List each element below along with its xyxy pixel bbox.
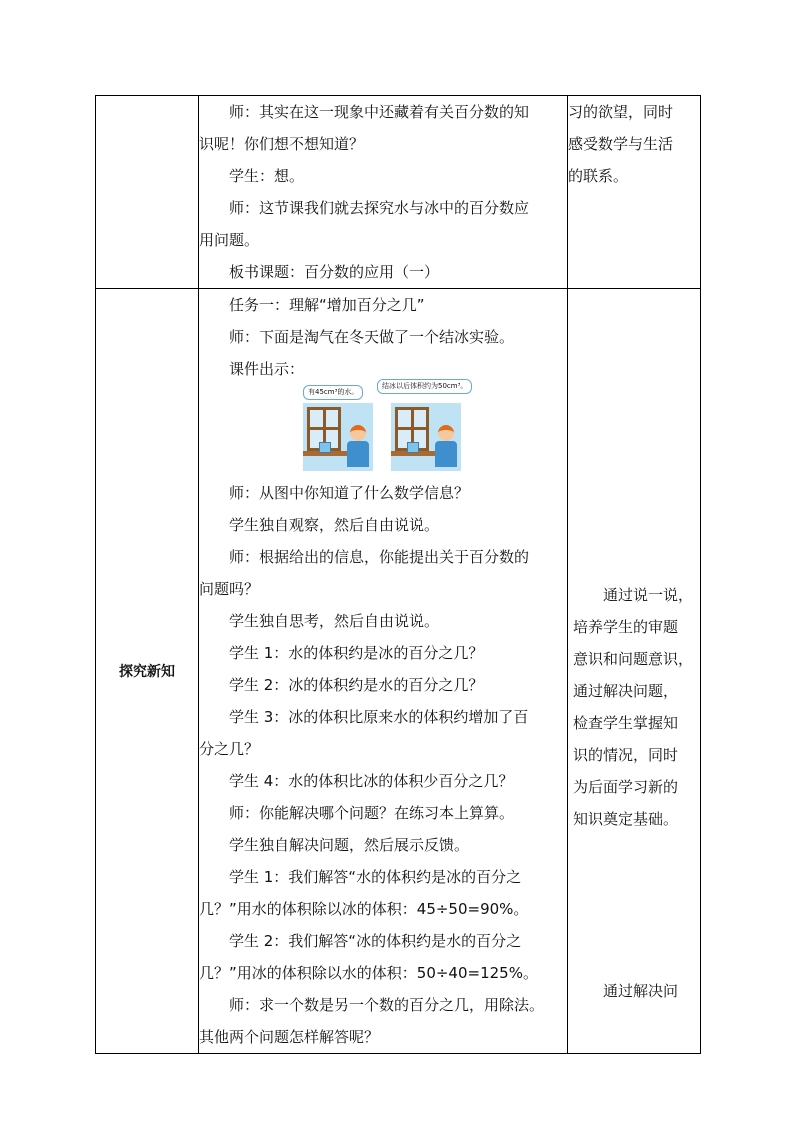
text-line: 师：从图中你知道了什么数学信息？ [229, 484, 470, 502]
text-line: 通过解决问题， [573, 682, 679, 700]
text-line: 师：下面是淘气在冬天做了一个结冰实验。 [229, 328, 515, 346]
text-line: 的联系。 [568, 167, 629, 185]
table-row [96, 96, 701, 289]
text-line: 知识奠定基础。 [573, 810, 679, 828]
lesson-plan-table [95, 95, 701, 1054]
text-line: 几？”用冰的体积除以水的体积：50÷40=125%。 [199, 964, 538, 982]
text-line: 学生 4：水的体积比冰的体积少百分之几？ [229, 772, 514, 790]
text-line: 学生 2：冰的体积约是水的百分之几？ [229, 676, 484, 694]
text-line: 识呢！你们想不想知道？ [199, 135, 365, 153]
text-line: 意识和问题意识， [573, 650, 694, 668]
text-line: 学生独自观察，然后自由说说。 [229, 516, 440, 534]
child-icon [438, 425, 454, 441]
text-line: 为后面学习新的 [573, 778, 679, 796]
text-line: 识的情况，同时 [573, 746, 679, 764]
text-line: 师：其实在这一现象中还藏着有关百分数的知 [229, 103, 530, 121]
process-cell [199, 96, 568, 289]
speech-bubble: 结冰以后体积约为50cm³。 [377, 379, 472, 394]
text-line: 师：这节课我们就去探究水与冰中的百分数应 [229, 199, 530, 217]
ice-cup-icon [407, 442, 419, 453]
text-line: 学生 1：水的体积约是冰的百分之几？ [229, 644, 484, 662]
text-line: 任务一：理解“增加百分之几” [229, 296, 425, 314]
text-line: 几？”用水的体积除以冰的体积：45÷50=90%。 [199, 900, 529, 918]
text-line: 学生独自解决问题，然后展示反馈。 [229, 836, 470, 854]
courseware-illustration [303, 382, 567, 471]
text-line: 学生 1：我们解答“水的体积约是冰的百分之 [229, 868, 522, 886]
table-row [96, 289, 701, 1054]
text-line: 通过解决问 [603, 982, 679, 1000]
text-line: 其他两个问题怎样解答呢？ [199, 1028, 380, 1046]
text-line: 问题吗？ [199, 580, 260, 598]
text-line: 培养学生的审题 [573, 618, 679, 636]
text-line: 板书课题：百分数的应用（一） [229, 263, 440, 281]
text-line: 检查学生掌握知 [573, 714, 679, 732]
stage-cell-empty [96, 96, 199, 289]
illustration-panel-water [303, 388, 373, 471]
text-line: 学生 2：我们解答“冰的体积约是水的百分之 [229, 932, 522, 950]
text-line: 通过说一说， [603, 586, 694, 604]
stage-label: 探究新知 [96, 289, 199, 1054]
intent-cell [568, 289, 701, 1054]
child-icon [350, 425, 366, 441]
text-line: 师：求一个数是另一个数的百分之几，用除法。 [229, 996, 545, 1014]
text-line: 习的欲望，同时 [568, 103, 674, 121]
text-line: 课件出示： [229, 360, 305, 378]
text-line: 学生：想。 [229, 167, 305, 185]
text-line: 师：你能解决哪个问题？在练习本上算算。 [229, 804, 515, 822]
text-line: 师：根据给出的信息，你能提出关于百分数的 [229, 548, 530, 566]
text-line: 学生独自思考，然后自由说说。 [229, 612, 440, 630]
text-line: 学生 3：冰的体积比原来水的体积约增加了百 [229, 708, 529, 726]
illustration-panel-ice [382, 382, 468, 471]
text-line: 感受数学与生活 [568, 135, 674, 153]
process-cell [199, 289, 568, 1054]
intent-cell [568, 96, 701, 289]
text-line: 分之几？ [199, 740, 260, 758]
text-line: 用问题。 [199, 231, 260, 249]
water-cup-icon [319, 442, 331, 453]
speech-bubble: 有45cm³的水。 [303, 385, 363, 400]
